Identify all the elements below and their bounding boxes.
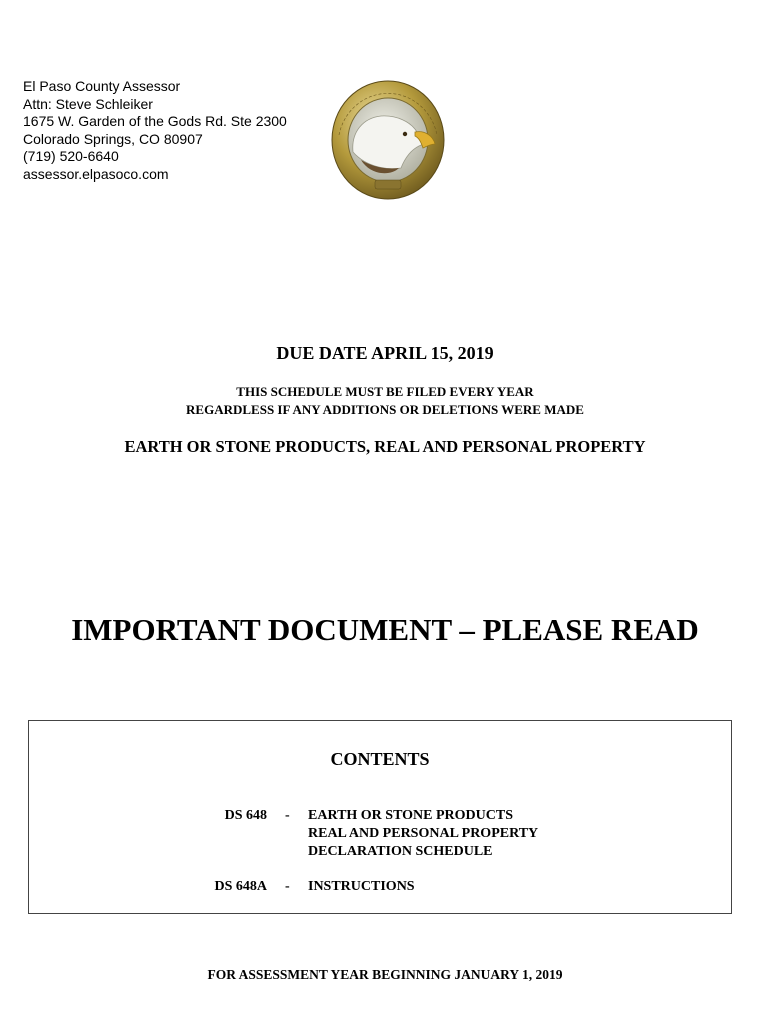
item-separator: - bbox=[285, 808, 290, 823]
form-code: DS 648A bbox=[214, 879, 267, 894]
item-separator: - bbox=[285, 879, 290, 894]
filing-notice-line: THIS SCHEDULE MUST BE FILED EVERY YEAR bbox=[236, 384, 534, 399]
form-description bbox=[308, 807, 538, 861]
address-line-phone: (719) 520-6640 bbox=[23, 148, 119, 165]
address-line-name: El Paso County Assessor bbox=[23, 78, 181, 94]
address-line-attn: Attn: Steve Schleiker bbox=[23, 95, 153, 112]
important-document-heading: IMPORTANT DOCUMENT – PLEASE READ bbox=[71, 612, 699, 647]
form-description-line: REAL AND PERSONAL PROPERTY bbox=[308, 826, 539, 841]
filing-notice bbox=[0, 383, 770, 419]
due-date-heading: DUE DATE APRIL 15, 2019 bbox=[276, 343, 494, 363]
assessment-year-footer: FOR ASSESSMENT YEAR BEGINNING JANUARY 1, 2019 bbox=[207, 967, 563, 982]
contents-title: CONTENTS bbox=[330, 749, 430, 769]
schedule-subject: EARTH OR STONE PRODUCTS, REAL AND PERSONAL PROPERTY bbox=[124, 437, 646, 456]
form-description-line: INSTRUCTIONS bbox=[308, 879, 415, 894]
form-code: DS 648 bbox=[224, 808, 267, 823]
filing-notice-line: REGARDLESS IF ANY ADDITIONS OR DELETIONS WERE MADE bbox=[186, 402, 584, 417]
county-seal-eagle-icon bbox=[331, 80, 445, 200]
form-description-line: EARTH OR STONE PRODUCTS bbox=[308, 808, 514, 823]
address-line-website: assessor.elpasoco.com bbox=[23, 165, 169, 182]
contents-box bbox=[28, 720, 732, 914]
assessor-address-block bbox=[23, 78, 287, 184]
address-line-city: Colorado Springs, CO 80907 bbox=[23, 130, 203, 147]
address-line-street: 1675 W. Garden of the Gods Rd. Ste 2300 bbox=[23, 113, 287, 130]
form-description-line: DECLARATION SCHEDULE bbox=[308, 844, 493, 859]
form-description bbox=[308, 878, 415, 896]
